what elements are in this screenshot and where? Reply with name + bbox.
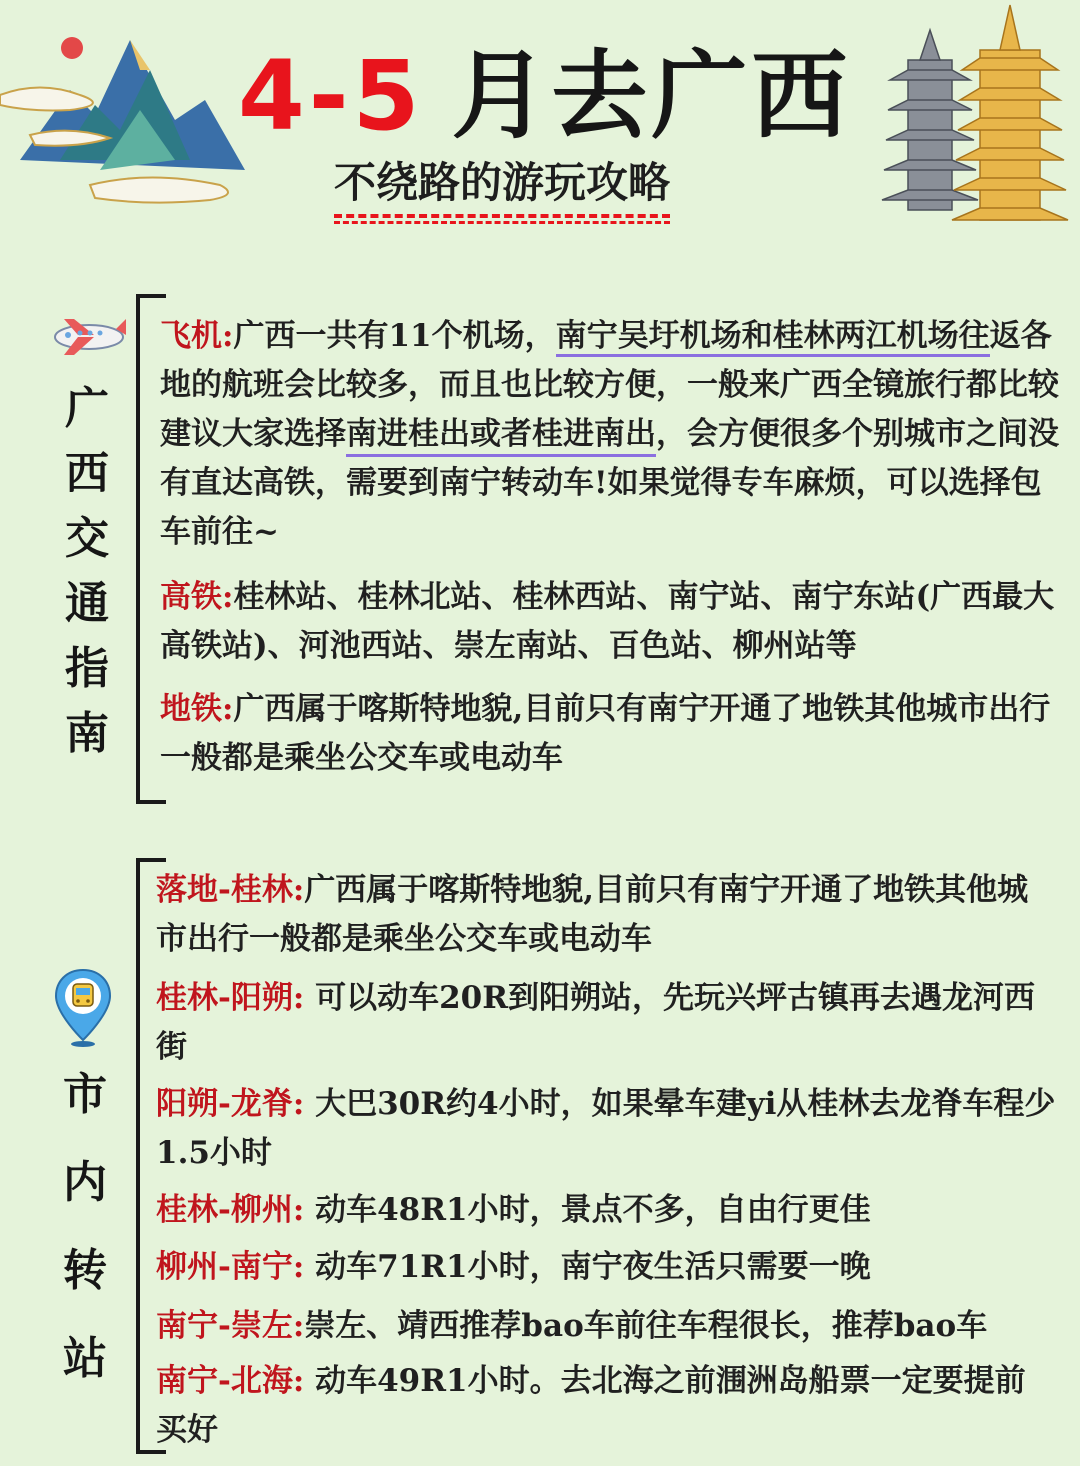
section2-side-label xyxy=(55,1058,115,1410)
flight-label: 飞机: xyxy=(160,318,234,354)
section2-content xyxy=(156,866,1056,1455)
pagoda-icon xyxy=(880,0,1075,230)
page-subtitle: 不绕路的游玩攻略 xyxy=(334,160,670,218)
side-char: 市 xyxy=(63,1069,107,1120)
route-label: 阳朔-龙脊: xyxy=(156,1086,305,1122)
title-text: 月去广西 xyxy=(451,40,852,152)
flight-text-mid: 返各地的航班会比较多，而且也比较方便，一般来广西全镜旅行都比较建议大家选择 xyxy=(160,318,1059,452)
mountain-landscape-icon xyxy=(0,10,250,220)
side-char: 转 xyxy=(63,1245,107,1296)
side-char: 内 xyxy=(63,1157,107,1208)
route-item xyxy=(156,866,1056,964)
metro-paragraph xyxy=(160,685,1060,783)
route-item xyxy=(156,1186,1056,1235)
metro-label: 地铁: xyxy=(160,691,234,727)
section1-side-label xyxy=(57,372,117,762)
train-station-pin-icon xyxy=(52,968,114,1048)
section1-content xyxy=(160,312,1060,783)
side-char: 指 xyxy=(65,643,109,694)
route-label: 南宁-崇左: xyxy=(156,1308,305,1344)
route-text: 可以动车20R到阳朔站，先玩兴坪古镇再去遇龙河西街 xyxy=(156,980,1036,1065)
header xyxy=(0,0,1080,250)
flight-paragraph xyxy=(160,312,1060,557)
highspeed-paragraph xyxy=(160,573,1060,671)
side-char: 广 xyxy=(65,383,109,434)
highspeed-label: 高铁: xyxy=(160,579,234,615)
title-number: 4-5 xyxy=(238,40,424,152)
side-char: 西 xyxy=(65,448,109,499)
route-item xyxy=(156,974,1056,1072)
route-item xyxy=(156,1357,1056,1455)
side-char: 通 xyxy=(65,578,109,629)
side-char: 南 xyxy=(65,708,109,759)
route-label: 落地-桂林: xyxy=(156,872,305,908)
route-text: 崇左、靖西推荐bao车前往车程很长，推荐bao车 xyxy=(304,1308,988,1344)
highspeed-text: 桂林站、桂林北站、桂林西站、南宁站、南宁东站(广西最大高铁站)、河池西站、崇左南站、百色站、柳州站等 xyxy=(160,579,1055,664)
route-label: 桂林-阳朔: xyxy=(156,980,305,1016)
flight-text-post: ，会方便很多个别城市之间没有直达高铁，需要到南宁转动车!如果觉得专车麻烦，可以选择包车前往~ xyxy=(160,416,1059,550)
route-label: 桂林-柳州: xyxy=(156,1192,305,1228)
route-text: 大巴30R约4小时，如果晕车建yi从桂林去龙脊车程少1.5小时 xyxy=(156,1086,1056,1171)
metro-text: 广西属于喀斯特地貌,目前只有南宁开通了地铁其他城市出行一般都是乘坐公交车或电动车 xyxy=(160,691,1051,776)
route-text: 动车49R1小时。去北海之前涠洲岛船票一定要提前买好 xyxy=(156,1363,1026,1448)
route-label: 柳州-南宁: xyxy=(156,1249,305,1285)
route-text: 广西属于喀斯特地貌,目前只有南宁开通了地铁其他城市出行一般都是乘坐公交车或电动车 xyxy=(156,872,1029,957)
route-item xyxy=(156,1080,1056,1178)
route-text: 动车48R1小时，景点不多，自由行更佳 xyxy=(304,1192,871,1228)
route-label: 南宁-北海: xyxy=(156,1363,305,1399)
side-char: 站 xyxy=(63,1333,107,1384)
flight-text-pre: 广西一共有11个机场， xyxy=(233,318,556,354)
airplane-icon xyxy=(50,315,128,359)
page-title xyxy=(238,40,852,152)
side-char: 交 xyxy=(65,513,109,564)
flight-highlight-route: 南进桂出或者桂进南出 xyxy=(346,416,656,457)
route-item xyxy=(156,1243,1056,1292)
route-text: 动车71R1小时，南宁夜生活只需要一晚 xyxy=(304,1249,871,1285)
route-item xyxy=(156,1302,1056,1351)
flight-highlight-airports: 南宁吴圩机场和桂林两江机场往 xyxy=(556,318,990,357)
